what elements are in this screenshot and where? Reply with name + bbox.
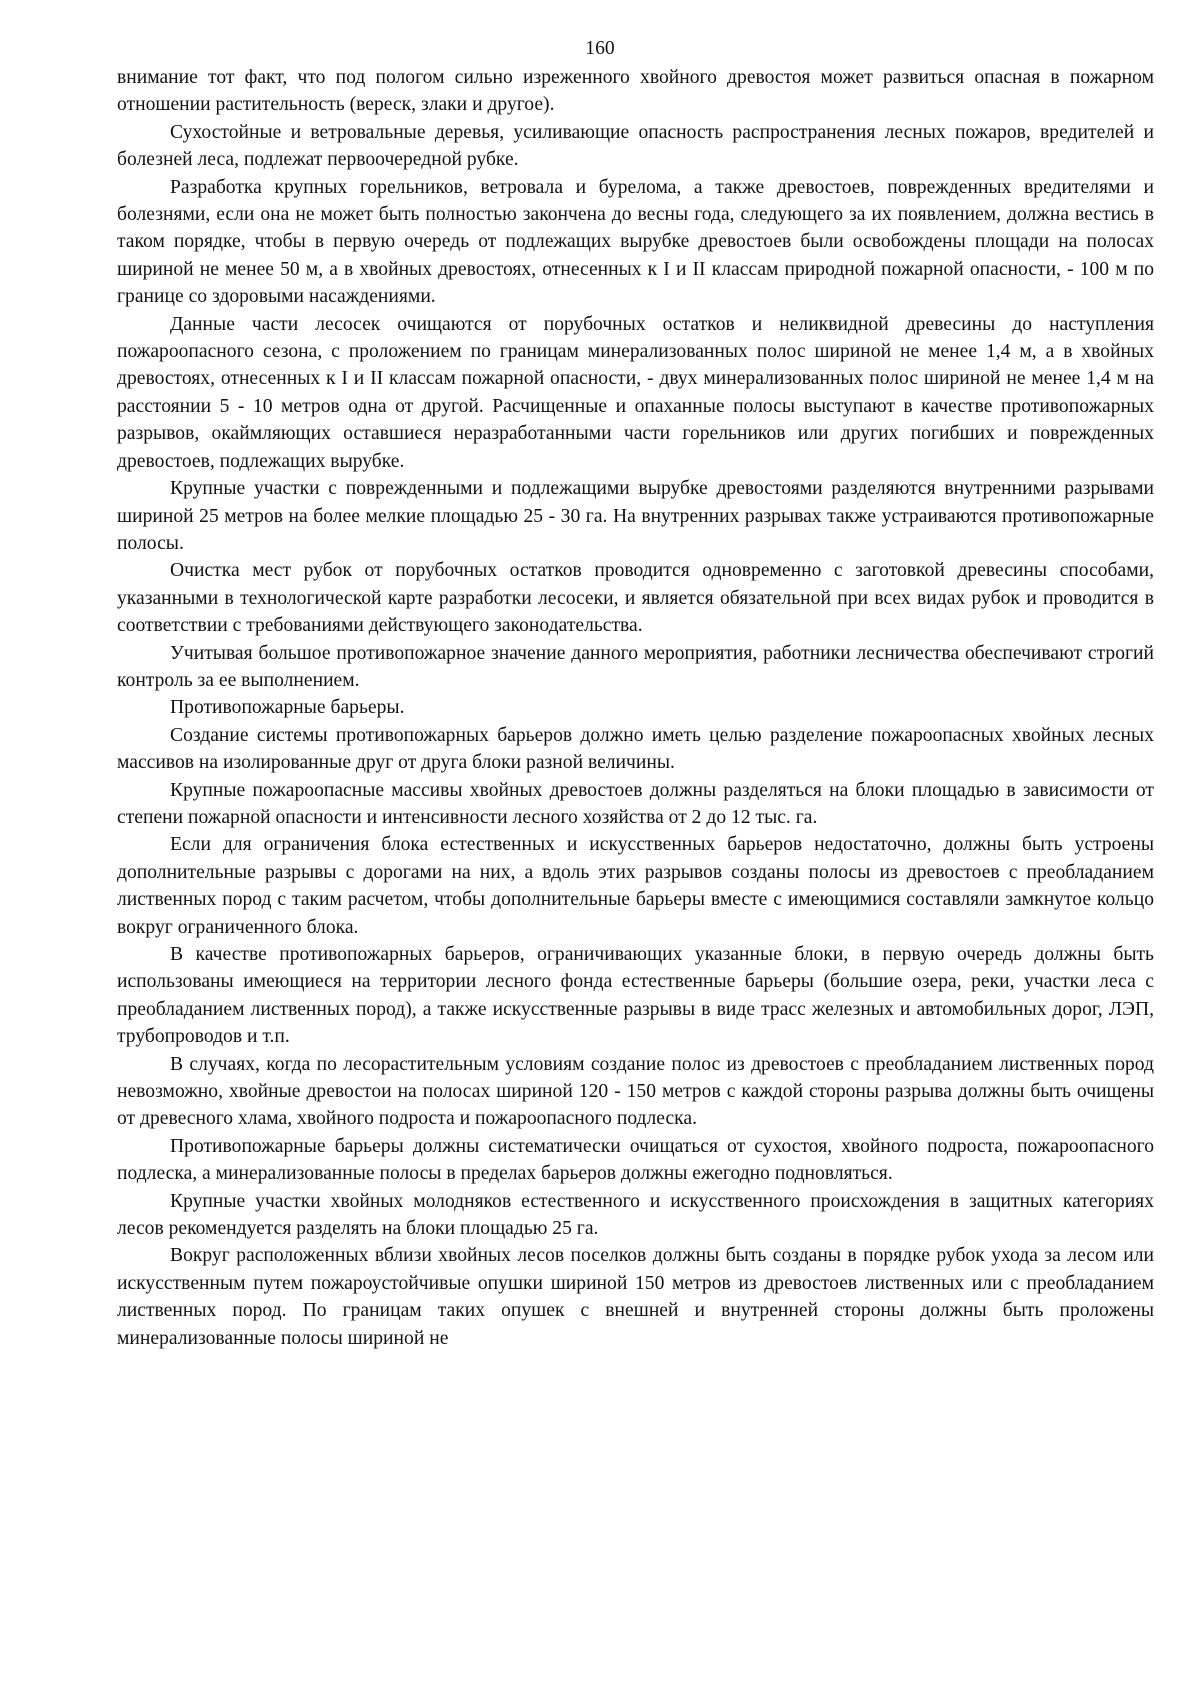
paragraph-settlement-edges: Вокруг расположенных вблизи хвойных лесов поселков должны быть созданы в порядке рубок ухода за лесом или искусственным путем пожароустойчивые опушки шириной 150 метров из древостоев лиственных или с преобладанием лиственных пород. По границам таких опушек с внешней и внутренней стороны должны быть проложены минерализованные полосы шириной не	[117, 1245, 1154, 1349]
paragraph-debris-cleaning: Очистка мест рубок от порубочных остатков проводится одновременно с заготовкой древесины способами, указанными в технологической карте разработки лесосеки, и является обязательной при всех видах рубок и проводится в соответствии с требованиями действующего законодательства.	[117, 560, 1154, 637]
page-number: 160	[585, 38, 615, 59]
paragraph-barrier-maintenance: Противопожарные барьеры должны систематически очищаться от сухостоя, хвойного подроста, пожароопасного подлеска, а минерализованные полосы в пределах барьеров должны ежегодно подновляться.	[117, 1135, 1154, 1185]
paragraph-natural-barriers: В качестве противопожарных барьеров, ограничивающих указанные блоки, в первую очередь должны быть использованы имеющиеся на территории лесного фонда естественные барьеры (большие озера, реки, участки леса с преобладанием лиственных пород), а также искусственные разрывы в виде трасс железных и автомобильных дорог, ЛЭП, трубопроводов и т.п.	[117, 944, 1154, 1048]
paragraph-internal-breaks: Крупные участки с поврежденными и подлежащими вырубке древостоями разделяются внутренними разрывами шириной 25 метров на более мелкие площадью 25 - 30 га. На внутренних разрывах также устраиваются противопожарные полосы.	[117, 478, 1154, 554]
paragraph-continuation: внимание тот факт, что под пологом сильно изреженного хвойного древостоя может развиться опасная в пожарном отношении растительность (вереск, злаки и другое).	[117, 67, 1154, 116]
paragraph-cutting-clearing: Данные части лесосек очищаются от порубочных остатков и неликвидной древесины до наступления пожароопасного сезона, с проложением по границам минерализованных полос шириной не менее 1,4 м, а в хвойных древостоях, отнесенных к I и II классам пожарной опасности, - двух минерализованных полос шириной не менее 1,4 м на расстоянии 5 - 10 метров одна от другой. Расчищенные и опаханные полосы выступают в качестве противопожарных разрывов, окаймляющих оставшиеся неразработанными части горельников или других погибших и поврежденных древостоев, подлежащих вырубке.	[117, 313, 1154, 472]
paragraph-dead-trees: Сухостойные и ветровальные деревья, усиливающие опасность распространения лесных пожаров, вредителей и болезней леса, подлежат первоочередной рубке.	[117, 121, 1154, 171]
paragraph-burned-areas: Разработка крупных горельников, ветровала и бурелома, а также древостоев, поврежденных вредителями и болезнями, если она не может быть полностью закончена до весны года, следующего за их появлением, должна вестись в таком порядке, чтобы в первую очередь от подлежащих вырубке древостоев были освобождены площади на полосах шириной не менее 50 м, а в хвойных древостоях, отнесенных к I и II классам природной пожарной опасности, - 100 м по границе со здоровыми насаждениями.	[117, 176, 1154, 308]
paragraph-control: Учитывая большое противопожарное значение данного мероприятия, работники лесничества обеспечивают строгий контроль за ее выполнением.	[117, 642, 1154, 691]
paragraph-barrier-system: Создание системы противопожарных барьеров должно иметь целью разделение пожароопасных хвойных лесных массивов на изолированные друг от друга блоки разной величины.	[117, 724, 1154, 774]
paragraph-young-stands: Крупные участки хвойных молодняков естественного и искусственного происхождения в защитных категориях лесов рекомендуется разделять на блоки площадью 25 га.	[117, 1190, 1154, 1240]
paragraph-additional-breaks: Если для ограничения блока естественных и искусственных барьеров недостаточно, должны быть устроены дополнительные разрывы с дорогами на них, а вдоль этих разрывов созданы полосы из древостоев с преобладанием лиственных пород с таким расчетом, чтобы дополнительные барьеры вместе с имеющимися составляли замкнутое кольцо вокруг ограниченного блока.	[117, 834, 1154, 938]
paragraph-block-size: Крупные пожароопасные массивы хвойных древостоев должны разделяться на блоки площадью в зависимости от степени пожарной опасности и интенсивности лесного хозяйства от 2 до 12 тыс. га.	[117, 779, 1154, 828]
paragraph-conifer-strips: В случаях, когда по лесорастительным условиям создание полос из древостоев с преобладанием лиственных пород невозможно, хвойные древостои на полосах шириной 120 - 150 метров с каждой стороны разрыва должны быть очищены от древесного хлама, хвойного подроста и пожароопасного подлеска.	[117, 1053, 1154, 1130]
section-heading-fire-barriers: Противопожарные барьеры.	[170, 697, 405, 719]
